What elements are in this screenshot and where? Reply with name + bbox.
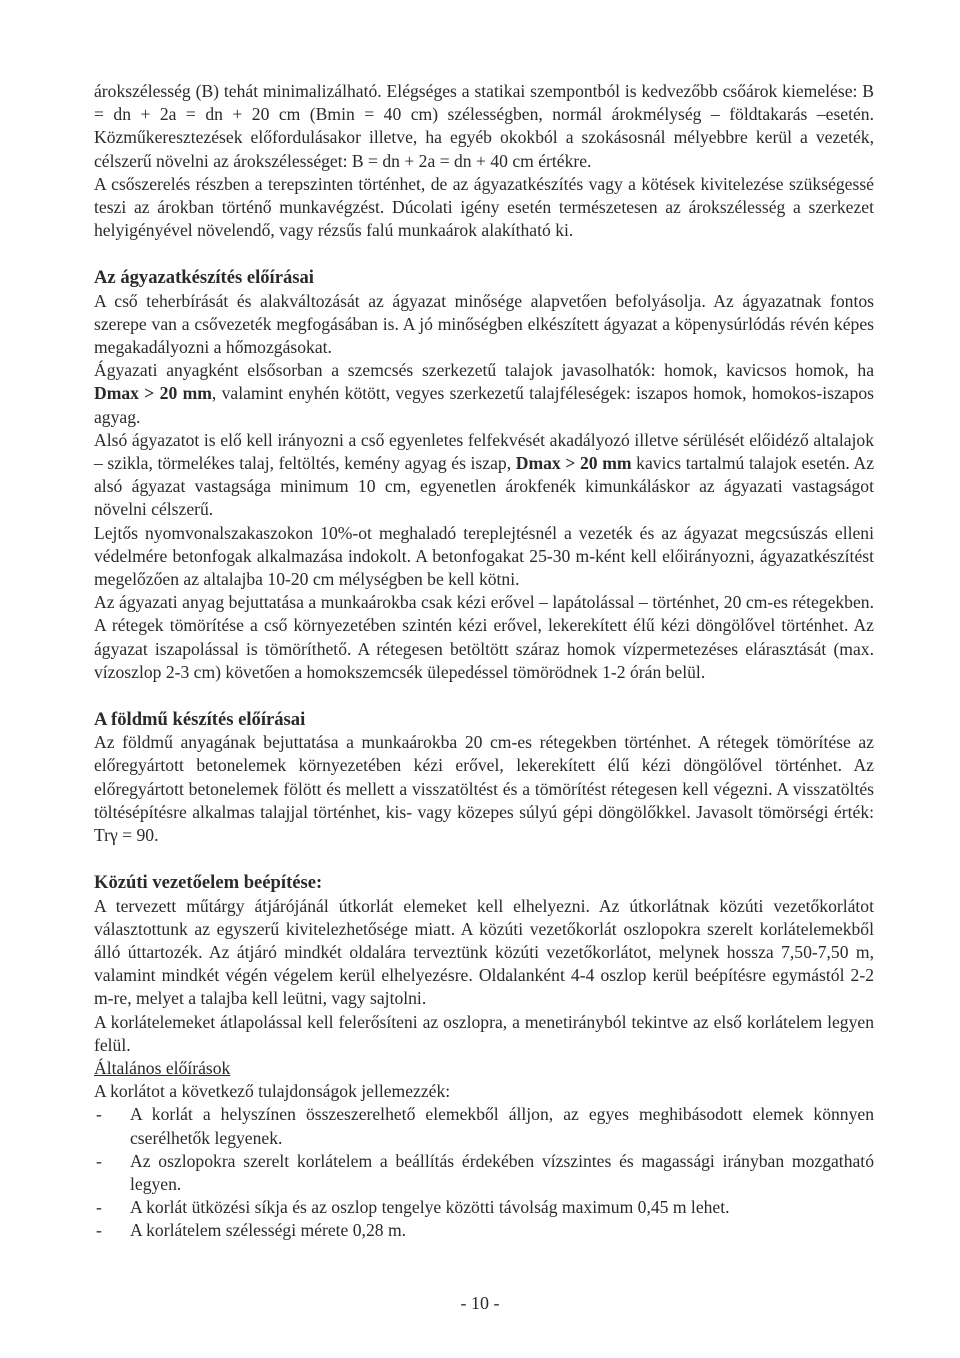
agyazat-paragraph-1: A cső teherbírását és alakváltozását az ágyazat minősége alapvetően befolyásolja. Az ágyazatnak fontos szerepe van a csővezeték megfogásában is. A jó minőségben elkészített ágyazat a köpenysúrlódás révén képes megakadályozni a hőmozgásokat.	[94, 290, 874, 358]
dmax-emphasis: Dmax > 20 mm	[515, 453, 632, 474]
dash-bullet: -	[96, 1220, 102, 1241]
spacer	[94, 684, 874, 708]
spacer	[94, 242, 874, 266]
dmax-emphasis: Dmax > 20 mm	[94, 383, 212, 404]
agyazat-paragraph-4: Lejtős nyomvonalszakaszokon 10%-ot meghaladó tereplejtésnél a vezeték és az ágyazat megcsúszás elleni védelmére betonfogak alkalmazása indokolt. A betonfogakat 25-30 m-ként kell előirányozni, ágyazatkészítést megelőzően az altalajba 10-20 cm mélységben be kell kötni.	[94, 522, 874, 590]
general-requirements-title: Általános előírások	[94, 1057, 231, 1078]
agyazat-p2-text-c: , valamint enyhén kötött, vegyes szerkezetű talajféleségek: iszapos homok, homokos-iszapos agyag.	[94, 383, 874, 427]
agyazat-p3-text-c: kavics tartalmú talajok esetén. Az alsó ágyazat vastagsága minimum 10 cm, egyenetlen árokfenék kimunkáláskor az ágyazati vastagságot növelni célszerű.	[94, 453, 874, 520]
foldmu-paragraph-1: Az földmű anyagának bejuttatása a munkaárokba 20 cm-es rétegekben történhet. A rétegek tömörítése az előregyártott betonelemek környezetében kézi erővel, lekerekített élű kézi döngölővel történhet. Az előregyártott betonelemek fölött és mellett a visszatöltést és a tömörítést rétegesen kell végezni. A visszatöltés töltésépítésre alkalmas talajjal történhet, kis- vagy közepes súlyú gépi döngölőkkel. Javasolt tömörségi érték: Trγ = 90.	[94, 732, 874, 846]
agyazat-paragraph-5: Az ágyazati anyag bejuttatása a munkaárokba csak kézi erővel – lapátolással – történhet, 20 cm-es rétegekben. A rétegek tömörítése a cső környezetében szintén kézi erővel, lekerekített élű kézi döngölővel történhet. Az ágyazat iszapolással is tömöríthető. A rétegesen betöltött száraz homok vízpermetezéses elárasztását (max. vízoszlop 2-3 cm) követően a homokszemcsék ülepedéssel tömörödnek 1-2 órán belül.	[94, 592, 874, 682]
dash-bullet: -	[96, 1150, 102, 1171]
page-number: - 10 -	[460, 1293, 500, 1313]
agyazat-p2-text-a: Ágyazati anyagként elsősorban a szemcsés szerkezetű talajok javasolhatók: homok, kavicsos homok, ha	[94, 360, 874, 381]
agyazat-p3-text-a: Alsó ágyazatot is elő kell irányozni a cső egyenletes felfekvését akadályozó illetve sérülését előidéző altalajok – szikla, törmelékes talaj, feltöltés, kemény agyag és iszap,	[94, 429, 874, 474]
list-item-text: A korlát a helyszínen összeszerelhető elemekből álljon, az egyes meghibásodott elemek könnyen cserélhetők legyenek.	[130, 1104, 874, 1148]
list-item	[94, 1103, 874, 1149]
list-item-text: A korlát ütközési síkja és az oszlop tengelye közötti távolság maximum 0,45 m lehet.	[130, 1197, 730, 1218]
section-title-foldmu: A földmű készítés előírásai	[94, 709, 306, 731]
list-item	[94, 1196, 874, 1219]
agyazat-paragraph-2	[94, 359, 874, 429]
kozuti-paragraph-1: A tervezett műtárgy átjárójánál útkorlát elemeket kell elhelyezni. Az útkorlátnak közúti vezetőkorlátot választottunk az egyszerű kivitelezhetősége miatt. A közúti vezetőkorlát oszlopokra szerelt korlátelemekből álló úttartozék. Az átjáró mindkét oldalára terveztünk közúti vezetőkorlátot, melynek hossza 7,50-7,50 m, valamint mindkét végén végelem kerül elhelyezésre. Oldalanként 4-4 oszlop kerül beépítésre egymástól 2-2 m-re, melyet a talajba kell leütni, vagy sajtolni.	[94, 895, 874, 1009]
kozuti-paragraph-2: A korlátelemeket átlapolással kell felerősíteni az oszlopra, a menetirányból tekintve az első korlátelem legyen felül.	[94, 1011, 874, 1055]
list-item-text: Az oszlopokra szerelt korlátelem a beállítás érdekében vízszintes és magassági irányban mozgatható legyen.	[130, 1150, 874, 1194]
dash-bullet: -	[96, 1104, 102, 1125]
intro-paragraph-2: A csőszerelés részben a terepszinten történhet, de az ágyazatkészítés vagy a kötések kivitelezése szükségessé teszi az árokban történő munkavégzést. Dúcolati igény esetén természetesen az árokszélesség a szerkezet helyigényével növelendő, vagy rézsűs falú munkaárok alakítható ki.	[94, 173, 874, 241]
section-title-kozuti: Közúti vezetőelem beépítése:	[94, 872, 323, 894]
dash-bullet: -	[96, 1197, 102, 1218]
intro-paragraph-1: árokszélesség (B) tehát minimalizálható. Elégséges a statikai szempontból is kedvezőbb csőárok kiemelése: B = dn + 2a = dn + 20 cm (Bmin = 40 cm) szélességben, normál árokmélység – földtakarás –esetén. Közműkeresztezések előfordulásakor illetve, ha egyéb okokból a szokásosnál mélyebbre kerül a vezeték, célszerű növelni az árokszélességet: B = dn + 2a = dn + 40 cm értékre.	[94, 81, 874, 171]
spacer	[94, 847, 874, 871]
list-item-text: A korlátelem szélességi mérete 0,28 m.	[130, 1220, 407, 1241]
agyazat-paragraph-3	[94, 429, 874, 522]
list-item	[94, 1150, 874, 1196]
requirements-list	[94, 1103, 874, 1242]
section-title-agyazat: Az ágyazatkészítés előírásai	[94, 267, 314, 289]
general-requirements-intro: A korlátot a következő tulajdonságok jellemezzék:	[94, 1081, 451, 1102]
list-item	[94, 1219, 874, 1242]
